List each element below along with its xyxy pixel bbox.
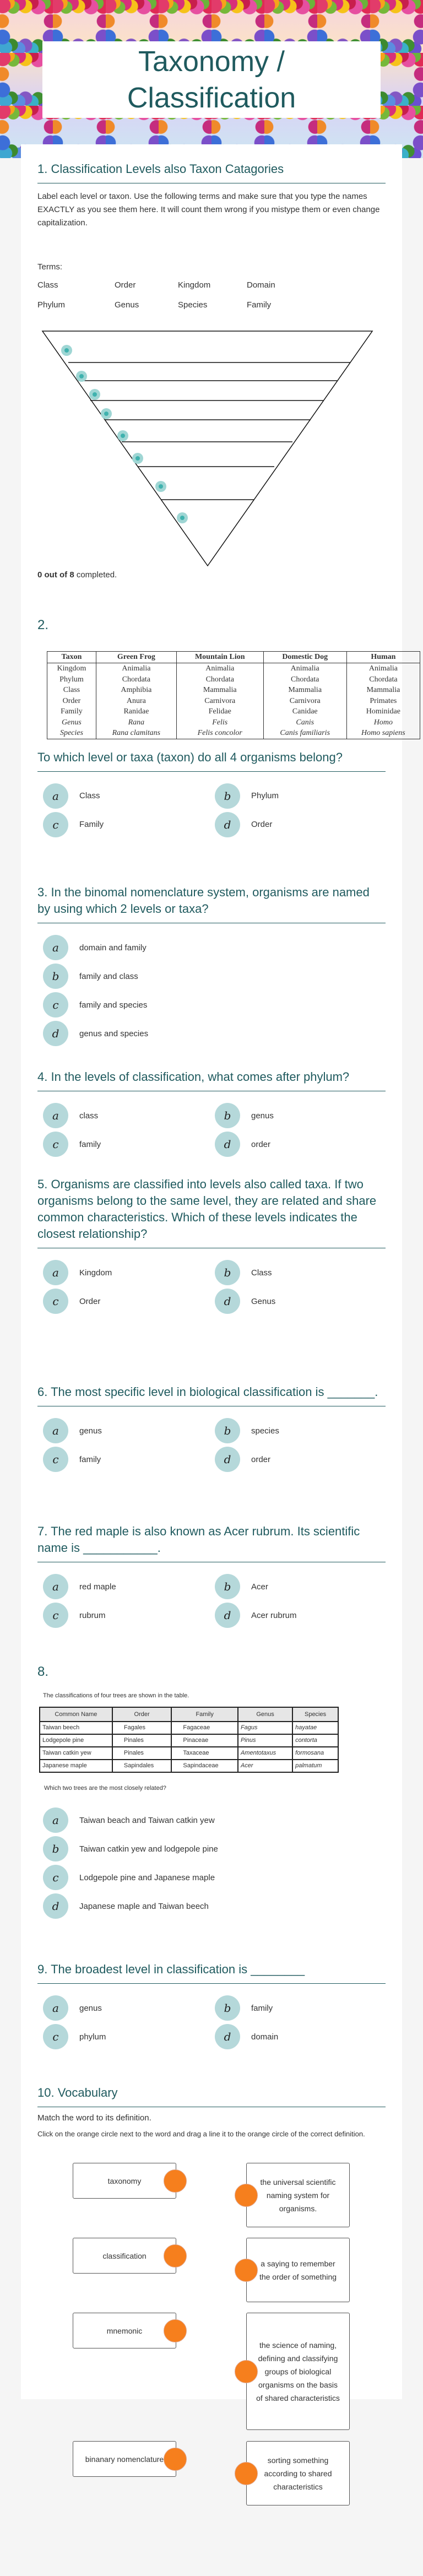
table-cell: Class bbox=[47, 685, 96, 696]
table-cell: Phylum bbox=[47, 674, 96, 685]
answer-option[interactable] bbox=[37, 1132, 209, 1156]
table-cell: Primates bbox=[346, 696, 420, 707]
hotspot[interactable] bbox=[177, 512, 188, 523]
answer-option[interactable] bbox=[37, 1021, 386, 1046]
table-cell: Rana bbox=[96, 717, 176, 728]
table-cell: Fagus bbox=[238, 1722, 292, 1734]
table-cell: Pinaceae bbox=[171, 1734, 238, 1747]
answer-option[interactable] bbox=[209, 1574, 381, 1599]
question-8 bbox=[37, 1664, 386, 1918]
answer-option[interactable] bbox=[37, 1447, 209, 1471]
answer-option[interactable] bbox=[209, 1419, 381, 1443]
option-letter-badge: a bbox=[43, 1260, 68, 1285]
definition-connector-dot[interactable] bbox=[235, 2259, 258, 2282]
table-cell: Lodgepole pine bbox=[40, 1734, 112, 1747]
option-text: order bbox=[251, 1454, 271, 1464]
answer-option[interactable] bbox=[37, 1603, 209, 1627]
option-letter-badge: a bbox=[43, 1995, 68, 2021]
table-cell: Order bbox=[47, 696, 96, 707]
table-row bbox=[47, 685, 420, 696]
table-cell: Canis bbox=[263, 717, 346, 728]
answer-option[interactable] bbox=[37, 1289, 209, 1313]
table-cell: Chordata bbox=[346, 674, 420, 685]
table-cell: Pinus bbox=[238, 1734, 292, 1747]
question-text: Which two trees are the most closely related? bbox=[44, 1785, 166, 1792]
table-row bbox=[47, 717, 420, 728]
table-cell: Canis familiaris bbox=[263, 728, 346, 739]
table-cell: Sapindales bbox=[112, 1760, 172, 1772]
table-cell: Felis concolor bbox=[176, 728, 263, 739]
table-cell: Kingdom bbox=[47, 663, 96, 674]
question-5 bbox=[37, 1176, 386, 1313]
table-cell: Carnivora bbox=[263, 696, 346, 707]
table-cell: Sapindaceae bbox=[171, 1760, 238, 1772]
term: Order bbox=[115, 280, 136, 290]
vocab-definition: sorting something according to shared characteristics bbox=[246, 2441, 350, 2505]
table-cell: Species bbox=[47, 728, 96, 739]
option-letter-badge: a bbox=[43, 935, 68, 960]
title-line-1: Taxonomy / bbox=[138, 46, 285, 78]
table-cell: Homo sapiens bbox=[346, 728, 420, 739]
answer-option[interactable] bbox=[37, 1260, 209, 1285]
table-cell: Mammalia bbox=[263, 685, 346, 696]
hotspot[interactable] bbox=[101, 408, 112, 419]
instructions: Label each level or taxon. Use the following terms and make sure that you type the names EXACTLY as you see them here. It will count them wrong if you mistype them or even change capitalization. bbox=[37, 192, 380, 228]
option-letter-badge: a bbox=[43, 1418, 68, 1443]
option-text: Kingdom bbox=[79, 1268, 112, 1278]
table-cell: Animalia bbox=[346, 663, 420, 674]
answer-option[interactable] bbox=[37, 1837, 386, 1861]
table-row bbox=[47, 663, 420, 674]
table-cell: Canidae bbox=[263, 706, 346, 717]
hotspot[interactable] bbox=[76, 371, 87, 382]
col-header: Order bbox=[112, 1707, 172, 1722]
answer-options bbox=[37, 1996, 386, 2049]
table-cell: Chordata bbox=[263, 674, 346, 685]
option-text: Class bbox=[251, 1268, 272, 1278]
hotspot[interactable] bbox=[89, 389, 100, 400]
option-letter-badge: c bbox=[43, 1132, 68, 1157]
col-header: Genus bbox=[238, 1707, 292, 1722]
table-cell: Amentotaxus bbox=[238, 1747, 292, 1760]
table-cell: hayatae bbox=[292, 1722, 338, 1734]
table-row bbox=[47, 674, 420, 685]
option-letter-badge: b bbox=[215, 1103, 240, 1128]
question-title: 10. Vocabulary bbox=[37, 2085, 386, 2107]
question-number: 8. bbox=[37, 1664, 49, 1679]
option-letter-badge: a bbox=[43, 783, 68, 809]
col-header: Common Name bbox=[40, 1707, 112, 1722]
option-text: Taiwan catkin yew and lodgepole pine bbox=[79, 1844, 218, 1854]
option-letter-badge: c bbox=[43, 1447, 68, 1472]
answer-option[interactable] bbox=[209, 1447, 381, 1471]
table-cell: Family bbox=[47, 706, 96, 717]
option-text: family and species bbox=[79, 1000, 148, 1010]
answer-option[interactable] bbox=[37, 2025, 209, 2049]
definition-connector-dot[interactable] bbox=[235, 2184, 258, 2207]
question-title: To which level or taxa (taxon) do all 4 organisms belong? bbox=[37, 749, 386, 772]
table-cell: Taxaceae bbox=[171, 1747, 238, 1760]
table-cell: Taiwan beech bbox=[40, 1722, 112, 1734]
answer-option[interactable] bbox=[209, 1603, 381, 1627]
question-9 bbox=[37, 1961, 386, 2049]
answer-option[interactable] bbox=[37, 1419, 209, 1443]
table-cell: Fagaceae bbox=[171, 1722, 238, 1734]
page-title bbox=[42, 41, 381, 118]
answer-options bbox=[37, 1260, 386, 1313]
option-letter-badge: a bbox=[43, 1574, 68, 1599]
question-2 bbox=[37, 617, 405, 837]
answer-options bbox=[37, 1808, 386, 1918]
question-1 bbox=[37, 161, 386, 310]
answer-option[interactable] bbox=[209, 2025, 381, 2049]
option-letter-badge: c bbox=[43, 1603, 68, 1628]
option-letter-badge: d bbox=[215, 1603, 240, 1628]
completed-count: 0 out of 8 bbox=[37, 570, 74, 580]
word-connector-dot[interactable] bbox=[164, 2244, 187, 2267]
col-header: Green Frog bbox=[96, 652, 176, 663]
option-text: Phylum bbox=[251, 791, 279, 800]
answer-option[interactable] bbox=[37, 1865, 386, 1890]
option-letter-badge: c bbox=[43, 812, 68, 837]
question-title: 6. The most specific level in biological classification is _______. bbox=[37, 1384, 386, 1406]
question-4 bbox=[37, 1069, 386, 1156]
table-cell: Animalia bbox=[96, 663, 176, 674]
option-text: genus bbox=[251, 1111, 274, 1121]
answer-option[interactable] bbox=[37, 1103, 209, 1128]
table-cell: formosana bbox=[292, 1747, 338, 1760]
col-header: Human bbox=[346, 652, 420, 663]
table-cell: Genus bbox=[47, 717, 96, 728]
table-intro: The classifications of four trees are shown in the table. bbox=[43, 1692, 189, 1699]
term: Domain bbox=[247, 280, 275, 290]
word-connector-dot[interactable] bbox=[164, 2448, 187, 2471]
question-title: 3. In the binomal nomenclature system, organisms are named by using which 2 levels or taxa? bbox=[37, 884, 386, 923]
option-text: domain bbox=[251, 2032, 279, 2042]
table-row bbox=[40, 1760, 338, 1772]
option-letter-badge: b bbox=[215, 1995, 240, 2021]
vocab-word: taxonomy bbox=[73, 2163, 176, 2199]
organism-table bbox=[47, 651, 420, 739]
option-letter-badge: c bbox=[43, 1289, 68, 1314]
option-letter-badge: b bbox=[215, 1260, 240, 1285]
option-letter-badge: d bbox=[43, 1893, 68, 1919]
option-letter-badge: c bbox=[43, 992, 68, 1018]
table-cell: Taiwan catkin yew bbox=[40, 1747, 112, 1760]
option-text: family bbox=[79, 1139, 101, 1149]
col-header: Family bbox=[171, 1707, 238, 1722]
question-10 bbox=[37, 2085, 386, 2139]
table-cell: Mammalia bbox=[176, 685, 263, 696]
answer-options bbox=[37, 1419, 386, 1471]
vocab-definition: the science of naming, defining and classifying groups of biological organisms on the basis of shared characteristics bbox=[246, 2313, 350, 2430]
answer-option[interactable] bbox=[37, 1574, 209, 1599]
answer-option[interactable] bbox=[37, 813, 209, 837]
definition-connector-dot[interactable] bbox=[235, 2360, 258, 2383]
vocab-word: mnemonic bbox=[73, 2313, 176, 2348]
table-row bbox=[47, 706, 420, 717]
answer-option[interactable] bbox=[209, 784, 381, 808]
option-text: rubrum bbox=[79, 1610, 106, 1620]
table-row bbox=[47, 728, 420, 739]
table-cell: Hominidae bbox=[346, 706, 420, 717]
option-letter-badge: d bbox=[215, 1132, 240, 1157]
option-letter-badge: b bbox=[215, 1574, 240, 1599]
option-letter-badge: b bbox=[215, 1418, 240, 1443]
answer-option[interactable] bbox=[37, 1808, 386, 1832]
option-text: Acer rubrum bbox=[251, 1610, 297, 1620]
option-letter-badge: b bbox=[215, 783, 240, 809]
table-cell: Japanese maple bbox=[40, 1760, 112, 1772]
answer-option[interactable] bbox=[209, 813, 381, 837]
option-letter-badge: d bbox=[215, 1289, 240, 1314]
word-connector-dot[interactable] bbox=[164, 2319, 187, 2342]
answer-options bbox=[37, 935, 386, 1046]
term: Family bbox=[247, 300, 272, 310]
table-cell: Mammalia bbox=[346, 685, 420, 696]
option-text: Taiwan beach and Taiwan catkin yew bbox=[79, 1815, 215, 1825]
vocab-word: classification bbox=[73, 2238, 176, 2274]
table-cell: Pinales bbox=[112, 1734, 172, 1747]
question-number: 2. bbox=[37, 618, 49, 632]
answer-option[interactable] bbox=[37, 964, 386, 988]
answer-option[interactable] bbox=[209, 1289, 381, 1313]
answer-options bbox=[37, 784, 386, 837]
option-text: Lodgepole pine and Japanese maple bbox=[79, 1873, 215, 1882]
table-cell: Animalia bbox=[176, 663, 263, 674]
option-text: Japanese maple and Taiwan beech bbox=[79, 1901, 209, 1911]
option-text: genus bbox=[79, 1426, 102, 1436]
option-text: Order bbox=[79, 1296, 101, 1306]
col-header: Species bbox=[292, 1707, 338, 1722]
option-text: family and class bbox=[79, 971, 138, 981]
option-text: phylum bbox=[79, 2032, 106, 2042]
hotspot[interactable] bbox=[155, 481, 166, 492]
vocab-word: binanary nomenclature bbox=[73, 2441, 176, 2477]
term: Species bbox=[178, 300, 208, 310]
header-banner bbox=[0, 0, 423, 158]
option-text: order bbox=[251, 1139, 271, 1149]
table-cell: palmatum bbox=[292, 1760, 338, 1772]
terms-list bbox=[37, 280, 386, 310]
table-cell: Homo bbox=[346, 717, 420, 728]
table-cell: Anura bbox=[96, 696, 176, 707]
option-letter-badge: b bbox=[43, 964, 68, 989]
col-header: Domestic Dog bbox=[263, 652, 346, 663]
answer-option[interactable] bbox=[209, 1103, 381, 1128]
table-cell: Felidae bbox=[176, 706, 263, 717]
answer-option[interactable] bbox=[209, 1132, 381, 1156]
hotspot[interactable] bbox=[117, 430, 128, 441]
tree-table bbox=[39, 1707, 339, 1773]
option-text: genus bbox=[79, 2003, 102, 2013]
term: Kingdom bbox=[178, 280, 211, 290]
option-letter-badge: a bbox=[43, 1103, 68, 1128]
table-cell: Acer bbox=[238, 1760, 292, 1772]
answer-option[interactable] bbox=[37, 1996, 209, 2020]
option-letter-badge: d bbox=[215, 812, 240, 837]
answer-option[interactable] bbox=[209, 1260, 381, 1285]
table-cell: Carnivora bbox=[176, 696, 263, 707]
answer-option[interactable] bbox=[37, 1894, 386, 1918]
table-row bbox=[40, 1747, 338, 1760]
question-6 bbox=[37, 1384, 386, 1471]
col-header: Taxon bbox=[47, 652, 96, 663]
option-text: red maple bbox=[79, 1582, 116, 1592]
table-cell: Chordata bbox=[96, 674, 176, 685]
option-letter-badge: b bbox=[43, 1836, 68, 1861]
answer-options bbox=[37, 1103, 386, 1156]
option-letter-badge: a bbox=[43, 1807, 68, 1833]
question-title: 1. Classification Levels also Taxon Catagories bbox=[37, 161, 386, 183]
option-text: genus and species bbox=[79, 1029, 149, 1038]
option-text: Class bbox=[79, 791, 100, 800]
vocab-definition: a saying to remember the order of something bbox=[246, 2238, 350, 2302]
hotspot[interactable] bbox=[132, 453, 143, 464]
completion-status bbox=[37, 569, 117, 582]
col-header: Mountain Lion bbox=[176, 652, 263, 663]
question-3 bbox=[37, 884, 386, 1046]
option-letter-badge: d bbox=[43, 1021, 68, 1046]
completed-suffix: completed. bbox=[74, 570, 117, 580]
term: Class bbox=[37, 280, 58, 290]
option-text: class bbox=[79, 1111, 99, 1121]
option-text: Order bbox=[251, 820, 273, 829]
instructions: Click on the orange circle next to the word and drag a line it to the orange circle of the correct definition. bbox=[37, 2130, 365, 2138]
question-7 bbox=[37, 1523, 386, 1627]
option-text: species bbox=[251, 1426, 279, 1436]
term: Genus bbox=[115, 300, 139, 310]
question-title: 9. The broadest level in classification is ________ bbox=[37, 1961, 386, 1984]
option-text: domain and family bbox=[79, 943, 147, 953]
answer-option[interactable] bbox=[37, 993, 386, 1017]
option-letter-badge: d bbox=[215, 2024, 240, 2049]
table-cell: Ranidae bbox=[96, 706, 176, 717]
terms-label: Terms: bbox=[37, 262, 62, 272]
option-letter-badge: c bbox=[43, 2024, 68, 2049]
label-hotspots bbox=[61, 345, 188, 523]
option-text: family bbox=[251, 2003, 273, 2013]
table-row bbox=[47, 696, 420, 707]
table-row bbox=[40, 1722, 338, 1734]
question-title: 7. The red maple is also known as Acer rubrum. Its scientific name is ___________. bbox=[37, 1523, 386, 1562]
table-cell: contorta bbox=[292, 1734, 338, 1747]
table-cell: Rana clamitans bbox=[96, 728, 176, 739]
question-title: 5. Organisms are classified into levels also called taxa. If two organisms belong to the same level, they are related and share common characteristics. Which of these levels indicates the closest relationship? bbox=[37, 1176, 386, 1248]
question-title: 4. In the levels of classification, what comes after phylum? bbox=[37, 1069, 386, 1091]
definition-connector-dot[interactable] bbox=[235, 2462, 258, 2485]
table-cell: Amphibia bbox=[96, 685, 176, 696]
option-letter-badge: c bbox=[43, 1865, 68, 1890]
term: Phylum bbox=[37, 300, 66, 310]
table-cell: Felis bbox=[176, 717, 263, 728]
answer-option[interactable] bbox=[209, 1996, 381, 2020]
subtitle: Match the word to its definition. bbox=[37, 2113, 151, 2123]
hotspot[interactable] bbox=[61, 345, 72, 356]
answer-options bbox=[37, 1574, 386, 1627]
vocab-definition: the universal scientific naming system for organisms. bbox=[246, 2163, 350, 2227]
table-row bbox=[40, 1734, 338, 1747]
taxonomy-pyramid bbox=[37, 325, 379, 567]
answer-option[interactable] bbox=[37, 935, 386, 960]
title-line-2: Classification bbox=[127, 82, 296, 114]
word-connector-dot[interactable] bbox=[164, 2169, 187, 2193]
table-cell: Chordata bbox=[176, 674, 263, 685]
option-text: Genus bbox=[251, 1296, 276, 1306]
table-cell: Pinales bbox=[112, 1747, 172, 1760]
option-text: Acer bbox=[251, 1582, 268, 1592]
table-cell: Animalia bbox=[263, 663, 346, 674]
option-letter-badge: d bbox=[215, 1447, 240, 1472]
table-cell: Fagales bbox=[112, 1722, 172, 1734]
option-text: family bbox=[79, 1454, 101, 1464]
option-text: Family bbox=[79, 820, 104, 829]
answer-option[interactable] bbox=[37, 784, 209, 808]
